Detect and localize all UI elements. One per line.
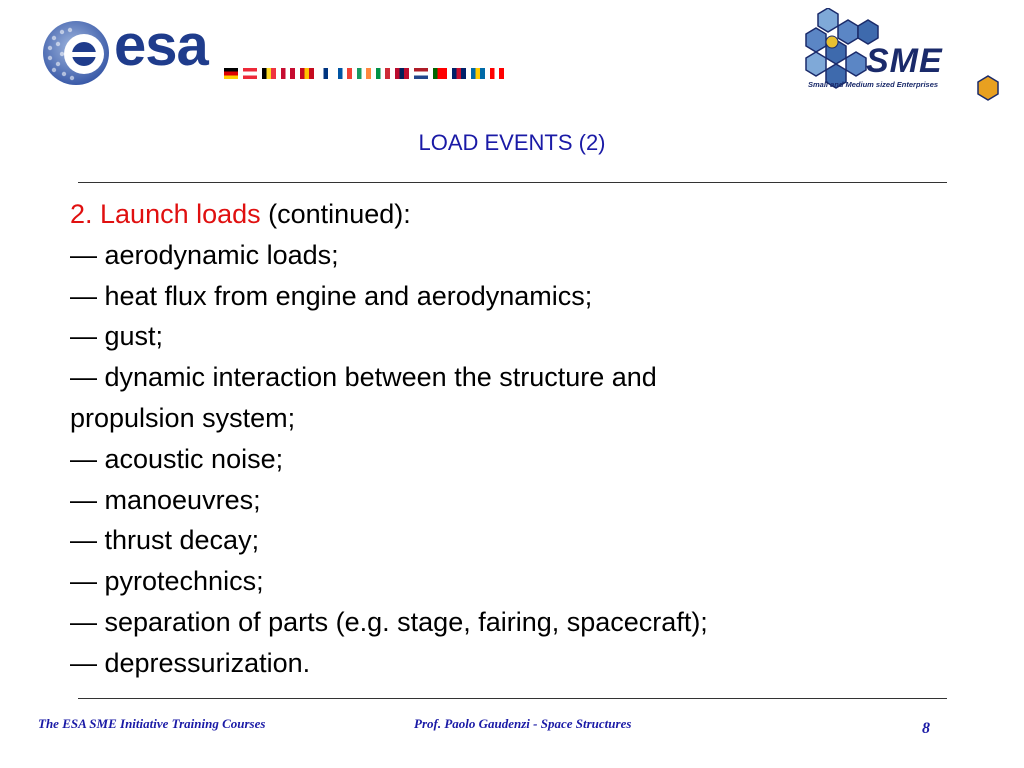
content-line: — manoeuvres;	[70, 484, 261, 515]
footer-course: The ESA SME Initiative Training Courses	[38, 716, 266, 731]
slide-title: LOAD EVENTS (2)	[418, 130, 606, 155]
flag-icon	[414, 68, 428, 79]
content-lines	[70, 235, 950, 684]
content-line: — aerodynamic loads;	[70, 239, 339, 270]
flag-icon	[224, 68, 238, 79]
content-line: — gust;	[70, 321, 164, 352]
esa-globe-icon	[40, 18, 112, 88]
content-line: — heat flux from engine and aerodynamics;	[70, 280, 593, 311]
esa-logo	[40, 13, 560, 88]
content-heading	[70, 194, 950, 235]
flag-icon	[243, 68, 257, 79]
bottom-divider	[78, 698, 947, 699]
flag-icon	[490, 68, 504, 79]
footer-author: Prof. Paolo Gaudenzi - Space Structures	[414, 716, 632, 731]
flag-icon	[376, 68, 390, 79]
flag-icon	[338, 68, 352, 79]
flag-icon	[471, 68, 485, 79]
sme-tagline: Small and Medium sized Enterprises	[808, 80, 939, 89]
sme-wordmark: SME	[866, 42, 943, 80]
eu-flag-strip	[224, 68, 504, 80]
esa-wordmark: esa	[114, 13, 208, 78]
flag-icon	[395, 68, 409, 79]
slide-content	[70, 194, 950, 684]
sme-logo	[798, 8, 1008, 108]
flag-icon	[300, 68, 314, 79]
content-line: — dynamic interaction between the structure and	[70, 362, 657, 393]
flag-icon	[281, 68, 295, 79]
content-line: propulsion system;	[70, 402, 296, 433]
content-line: — pyrotechnics;	[70, 566, 264, 597]
heading-rest: (continued):	[260, 199, 411, 229]
top-divider	[78, 182, 947, 183]
heading-highlight: 2. Launch loads	[70, 199, 261, 229]
flag-icon	[452, 68, 466, 79]
flag-icon	[262, 68, 276, 79]
content-line: — thrust decay;	[70, 525, 260, 556]
page-number: 8	[922, 720, 930, 737]
flag-icon	[319, 68, 333, 79]
content-line: — depressurization.	[70, 647, 311, 678]
flag-icon	[357, 68, 371, 79]
flag-icon	[433, 68, 447, 79]
content-line: — separation of parts (e.g. stage, fairing, spacecraft);	[70, 606, 708, 637]
content-line: — acoustic noise;	[70, 443, 284, 474]
